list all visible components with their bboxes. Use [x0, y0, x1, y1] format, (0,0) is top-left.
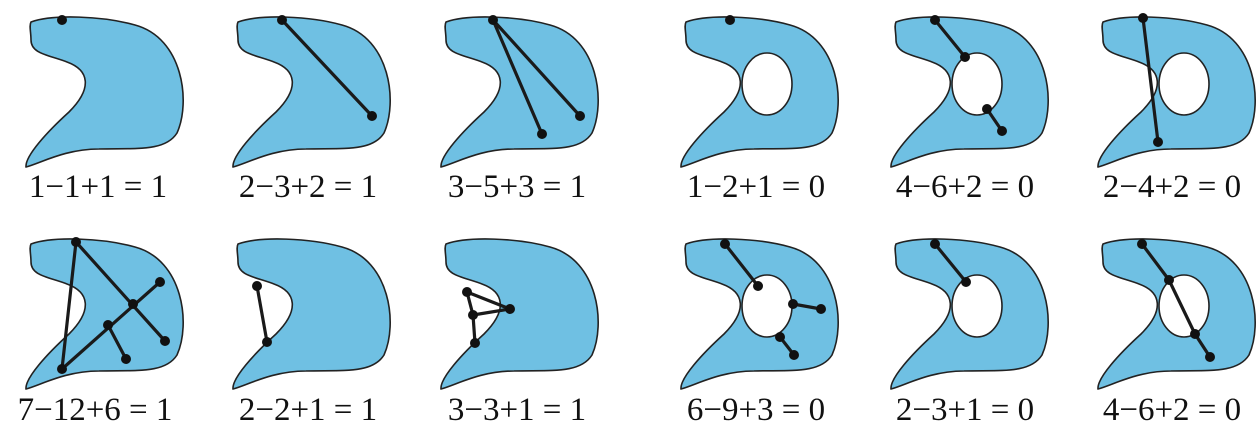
vertex-dot — [720, 239, 730, 249]
formula-label: 3−3+1 = 1 — [447, 392, 587, 428]
vertex-dot — [252, 281, 262, 291]
vertex-dot — [1205, 352, 1215, 362]
panel-r2c2 — [233, 239, 390, 389]
vertex-dot — [1137, 239, 1147, 249]
vertex-dot — [488, 15, 498, 25]
hole — [742, 275, 792, 337]
panel-r1c2 — [233, 15, 390, 167]
vertex-dot — [753, 281, 763, 291]
panel-r2c4 — [681, 239, 838, 389]
panel-r1c5 — [891, 15, 1048, 167]
panel-r1c4 — [681, 15, 838, 167]
region-shape — [233, 17, 390, 167]
vertex-dot — [725, 15, 735, 25]
formula-label: 1−1+1 = 1 — [28, 169, 168, 205]
vertex-dot — [982, 104, 992, 114]
formula-label: 3−5+3 = 1 — [447, 169, 587, 205]
formula-label: 2−2+1 = 1 — [238, 392, 378, 428]
hole — [1159, 53, 1209, 115]
formula-label: 2−3+1 = 0 — [895, 392, 1035, 428]
vertex-dot — [537, 129, 547, 139]
vertex-dot — [960, 52, 970, 62]
vertex-dot — [1164, 275, 1174, 285]
vertex-dot — [789, 350, 799, 360]
vertex-dot — [128, 299, 138, 309]
formula-label: 2−4+2 = 0 — [1102, 169, 1242, 205]
edge-line — [257, 286, 267, 342]
vertex-dot — [468, 310, 478, 320]
panel-r2c3 — [441, 239, 598, 389]
formula-label: 7−12+6 = 1 — [17, 392, 173, 428]
panel-r2c1 — [26, 237, 183, 389]
vertex-dot — [1153, 137, 1163, 147]
vertex-dot — [470, 338, 480, 348]
vertex-dot — [775, 332, 785, 342]
vertex-dot — [930, 15, 940, 25]
vertex-dot — [160, 336, 170, 346]
vertex-dot — [997, 126, 1007, 136]
hole — [742, 53, 792, 115]
vertex-dot — [71, 237, 81, 247]
formula-label: 4−6+2 = 0 — [1102, 392, 1242, 428]
vertex-dot — [961, 277, 971, 287]
hole — [952, 53, 1002, 115]
vertex-dot — [505, 304, 515, 314]
formula-label: 2−3+2 = 1 — [238, 169, 378, 205]
panel-r2c5 — [891, 239, 1048, 389]
region-shape — [26, 17, 183, 167]
vertex-dot — [816, 304, 826, 314]
region-shape — [26, 239, 183, 389]
vertex-dot — [103, 320, 113, 330]
vertex-dot — [121, 354, 131, 364]
panel-r1c1 — [26, 15, 183, 167]
hole — [952, 275, 1002, 337]
vertex-dot — [367, 111, 377, 121]
vertex-dot — [462, 287, 472, 297]
vertex-dot — [262, 337, 272, 347]
region-shape — [441, 239, 598, 389]
vertex-dot — [155, 277, 165, 287]
vertex-dot — [930, 239, 940, 249]
vertex-dot — [1190, 329, 1200, 339]
panel-r2c6 — [1098, 239, 1255, 389]
vertex-dot — [277, 15, 287, 25]
formula-label: 1−2+1 = 0 — [686, 169, 826, 205]
region-shape — [233, 239, 390, 389]
vertex-dot — [57, 15, 67, 25]
vertex-dot — [575, 111, 585, 121]
formula-label: 6−9+3 = 0 — [686, 392, 826, 428]
formula-label: 4−6+2 = 0 — [895, 169, 1035, 205]
panel-r1c3 — [441, 15, 598, 167]
vertex-dot — [788, 299, 798, 309]
panel-r1c6 — [1098, 13, 1255, 167]
vertex-dot — [1138, 13, 1148, 23]
region-shape — [441, 17, 598, 167]
vertex-dot — [57, 364, 67, 374]
